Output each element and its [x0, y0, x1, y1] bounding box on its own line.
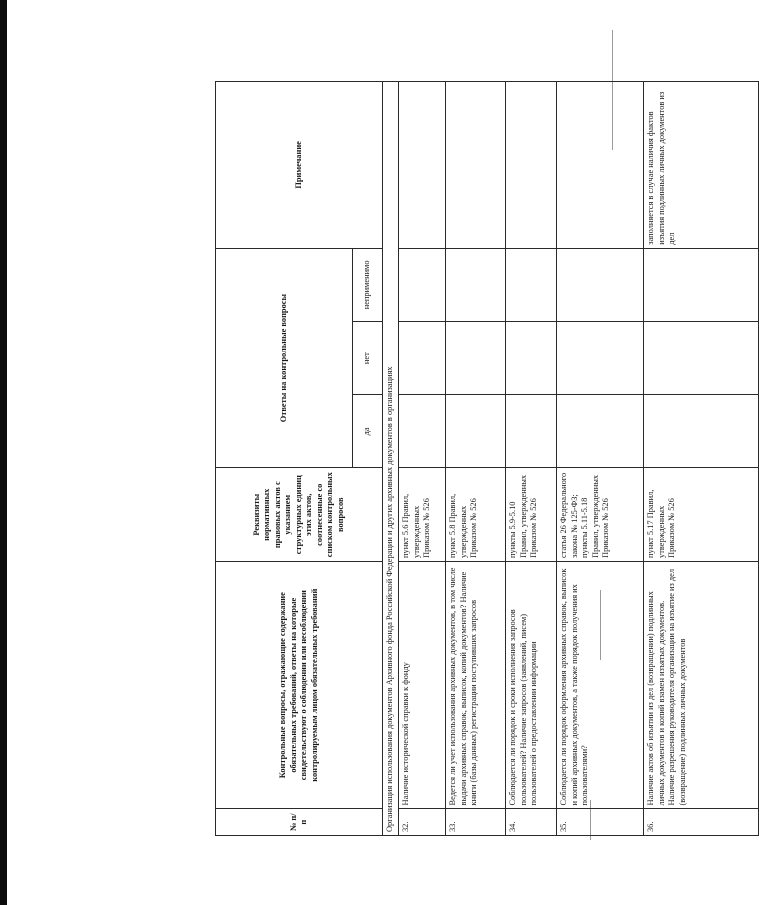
header-question: Контрольные вопросы, отражающие содержание обязательных требований, ответы на которые свидетельствуют о соблюдении или несоблюдении контролируемым лицом обязательных требований: [216, 561, 383, 809]
answer-na-cell[interactable]: [446, 248, 506, 321]
row-requisites: пункты 5.9-5.10 Правил, утвержденных Приказом № 526: [506, 468, 557, 561]
table-row: [557, 82, 644, 836]
header-num: № п/п: [216, 809, 383, 836]
row-question: Ведется ли учет использования архивных документов, в том числе выдачи архивных справок, выписок, копий документов? Наличие книги (базы данных) регистрации поступивших запросов: [446, 561, 506, 809]
table-row: [446, 82, 506, 836]
answer-na-cell[interactable]: [399, 248, 446, 321]
answer-yes-cell[interactable]: [399, 395, 446, 468]
answer-no-cell[interactable]: [399, 322, 446, 395]
answer-no-cell[interactable]: [506, 322, 557, 395]
header-requisites: Реквизиты нормативных правовых актов с указанием структурных единиц этих актов, соотнесенные со списком контрольных вопросов: [216, 468, 383, 561]
table-row: [644, 82, 759, 836]
answer-yes-cell[interactable]: [506, 395, 557, 468]
answer-no-cell[interactable]: [557, 322, 644, 395]
answer-yes-cell[interactable]: [446, 395, 506, 468]
answer-no-cell[interactable]: [446, 322, 506, 395]
header-not-applicable: неприменимо: [353, 248, 383, 321]
row-requisites: пункт 5.8 Правил, утвержденных Приказом № 526: [446, 468, 506, 561]
scan-edge-bar: [0, 0, 7, 905]
row-requisites: пункт 5.17 Правил, утвержденных Приказом № 526: [644, 468, 759, 561]
section-row: [383, 82, 399, 836]
row-number: 35.: [557, 809, 644, 836]
checklist-table: [215, 81, 759, 836]
row-number: 36.: [644, 809, 759, 836]
row-number: 34.: [506, 809, 557, 836]
answer-no-cell[interactable]: [644, 322, 759, 395]
answer-na-cell[interactable]: [506, 248, 557, 321]
header-no: нет: [353, 322, 383, 395]
header-yes: да: [353, 395, 383, 468]
header-note: Примечание: [216, 82, 383, 249]
row-question: Наличие исторической справки к фонду: [399, 561, 446, 809]
rotated-document-page: [215, 81, 695, 836]
header-answers: Ответы на контрольные вопросы: [216, 248, 353, 468]
answer-yes-cell[interactable]: [557, 395, 644, 468]
row-note: [446, 82, 506, 249]
answer-yes-cell[interactable]: [644, 395, 759, 468]
row-number: 33.: [446, 809, 506, 836]
answer-na-cell[interactable]: [644, 248, 759, 321]
row-question: Соблюдается ли порядок и сроки исполнения запросов пользователей? Наличие запросов (заявлений, писем) пользователей о предоставлении информации: [506, 561, 557, 809]
row-number: 32.: [399, 809, 446, 836]
row-note: заполняется в случае наличия фактов изъятия подлинных личных документов из дел: [644, 82, 759, 249]
row-question: Соблюдается ли порядок оформления архивных справок, выписок и копий архивных документов, а также порядок получения их пользователями?: [557, 561, 644, 809]
row-note: [399, 82, 446, 249]
answer-na-cell[interactable]: [557, 248, 644, 321]
table-row: [506, 82, 557, 836]
row-requisites: пункт 5.6 Правил, утвержденных Приказом № 526: [399, 468, 446, 561]
row-note: [557, 82, 644, 249]
row-question: Наличие актов об изъятии из дел (возвращении) подлинных личных документов и копий взамен изъятых документов. Наличие разрешения руководителя организации на изъятие из дел (возвращение) подлинных личных документов: [644, 561, 759, 809]
row-note: [506, 82, 557, 249]
table-row: [399, 82, 446, 836]
table-header-row: [216, 82, 353, 836]
row-requisites: статья 26 Федерального закона № 125-ФЗ; пункты 5.11-5.18 Правил, утвержденных Приказом № 526: [557, 468, 644, 561]
section-title: Организация использования документов Архивного фонда Российской Федерации и других архивных документов в организациях: [383, 82, 399, 836]
